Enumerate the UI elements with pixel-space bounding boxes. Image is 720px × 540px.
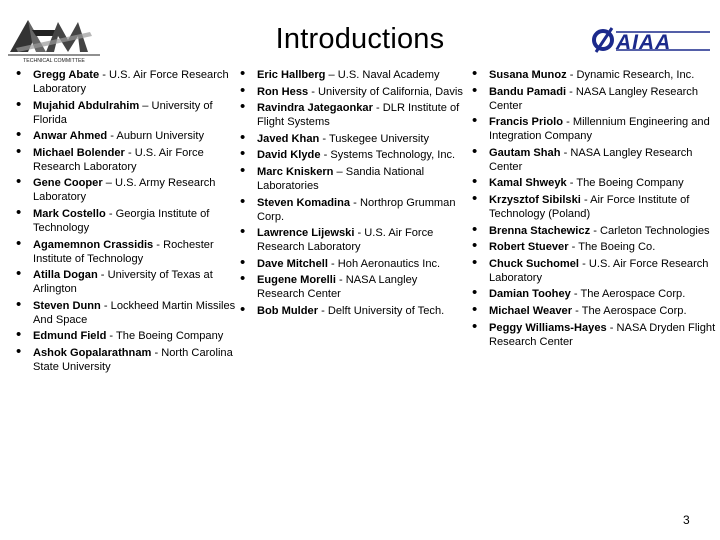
- attendee-affiliation: - U.S. Air Force Research Laboratory: [33, 69, 229, 95]
- bullet-icon: •: [472, 112, 478, 130]
- bullet-icon: •: [16, 173, 22, 191]
- attendee-name: Marc Kniskern: [257, 165, 334, 178]
- attendee-name: Francis Priolo: [489, 116, 563, 129]
- attendee-affiliation: – U.S. Naval Academy: [325, 69, 440, 81]
- attendee-column-1: [14, 65, 236, 377]
- attendee-affiliation: – University of Florida: [33, 99, 213, 126]
- logo-caption: TECHNICAL COMMITTEE: [23, 58, 85, 64]
- attendee-affiliation: - Air Force Institute of Technology (Poland): [489, 193, 690, 220]
- attendee-entry: [14, 342, 236, 374]
- attendee-affiliation: - Hoh Aeronautics Inc.: [327, 257, 441, 270]
- bullet-icon: •: [240, 253, 246, 271]
- aiaa-logo: [592, 22, 712, 58]
- attendee-affiliation: - Georgia Institute of Technology: [33, 207, 210, 234]
- attendee-entry: [470, 65, 716, 82]
- attendee-name: Steven Dunn: [33, 299, 101, 312]
- attendee-affiliation: - The Aerospace Corp.: [572, 304, 687, 317]
- attendee-affiliation: - Millennium Engineering and Integration Company: [489, 116, 710, 143]
- attendee-entry: [14, 173, 236, 204]
- attendee-entry: [14, 265, 236, 296]
- attendee-entry: [470, 189, 716, 221]
- attendee-entry: [238, 270, 466, 301]
- bullet-icon: •: [240, 81, 246, 99]
- attendee-name: Krzysztof Sibilski: [489, 193, 581, 206]
- attendee-entry: [14, 295, 236, 327]
- bullet-icon: •: [240, 145, 246, 163]
- attendee-name: David Klyde: [257, 149, 321, 162]
- attendee-entry: [470, 173, 716, 191]
- attendee-entry: [470, 300, 716, 318]
- attendee-entry: [14, 203, 236, 235]
- attendee-affiliation: - University of Texas at Arlington: [33, 269, 213, 296]
- attendee-entry: [470, 253, 716, 285]
- attendee-affiliation: – U.S. Army Research Laboratory: [33, 177, 216, 204]
- attendee-entry: [238, 223, 466, 254]
- bullet-icon: •: [240, 300, 246, 318]
- attendee-name: Peggy Williams-Hayes: [489, 321, 607, 334]
- attendee-affiliation: - Rochester Institute of Technology: [33, 238, 214, 265]
- bullet-icon: •: [472, 317, 478, 335]
- attendee-name: Bob Mulder: [257, 304, 319, 317]
- attendee-column-2: [238, 65, 466, 321]
- aiaa-logo-graphic: [592, 22, 712, 58]
- bullet-icon: •: [240, 192, 246, 210]
- attendee-entry: [14, 326, 236, 344]
- bullet-icon: •: [16, 326, 22, 344]
- attendee-entry: [470, 237, 716, 255]
- attendee-entry: [238, 98, 466, 129]
- attendee-name: Lawrence Lijewski: [257, 227, 355, 240]
- attendee-name: Chuck Suchomel: [489, 257, 580, 270]
- attendee-name: Robert Stuever: [489, 241, 569, 254]
- bullet-icon: •: [472, 284, 478, 302]
- attendee-entry: [238, 161, 466, 193]
- attendee-entry: [14, 234, 236, 266]
- attendee-name: Gautam Shah: [489, 146, 561, 159]
- bullet-icon: •: [472, 142, 478, 160]
- attendee-entry: [238, 65, 466, 82]
- attendee-name: Bandu Pamadi: [489, 85, 567, 98]
- attendee-entry: [238, 81, 466, 99]
- bullet-icon: •: [16, 295, 22, 313]
- attendee-affiliation: - Auburn University: [107, 130, 204, 143]
- attendee-affiliation: - NASA Langley Research Center: [257, 274, 418, 301]
- bullet-icon: •: [16, 65, 22, 82]
- aiaa-logo-text: AIAA: [616, 31, 672, 54]
- bullet-icon: •: [240, 270, 246, 288]
- attendee-affiliation: - NASA Dryden Flight Research Center: [489, 321, 716, 348]
- attendee-name: Dave Mitchell: [257, 257, 328, 270]
- attendee-affiliation: – Sandia National Laboratories: [257, 165, 425, 192]
- attendee-name: Atilla Dogan: [33, 269, 98, 282]
- attendee-affiliation: - Lockheed Martin Missiles And Space: [33, 299, 236, 326]
- attendee-name: Gene Cooper: [33, 177, 103, 190]
- attendee-name: Damian Toohey: [489, 288, 571, 301]
- attendee-name: Michael Weaver: [489, 304, 573, 317]
- attendee-name: Brenna Stachewicz: [489, 224, 591, 237]
- bullet-icon: •: [472, 237, 478, 255]
- attendee-name: Kamal Shweyk: [489, 177, 567, 190]
- attendee-entry: [238, 253, 466, 271]
- attendee-affiliation: - U.S. Air Force Research Laboratory: [489, 257, 709, 284]
- bullet-icon: •: [472, 220, 478, 238]
- attendee-column-3: [470, 65, 716, 351]
- attendee-entry: [470, 112, 716, 143]
- attendee-name: Gregg Abate: [33, 69, 100, 81]
- attendee-affiliation: - The Aerospace Corp.: [570, 288, 686, 301]
- attendee-affiliation: - North Carolina State University: [33, 346, 233, 373]
- bullet-icon: •: [472, 81, 478, 99]
- attendee-entry: [470, 142, 716, 174]
- attendee-affiliation: - Dynamic Research, Inc.: [566, 69, 695, 81]
- attendee-name: Susana Munoz: [489, 69, 567, 81]
- attendee-name: Eric Hallberg: [257, 69, 326, 81]
- bullet-icon: •: [16, 265, 22, 283]
- attendee-name: Mark Costello: [33, 207, 106, 220]
- attendee-affiliation: - Systems Technology, Inc.: [320, 149, 456, 162]
- attendee-name: Michael Bolender: [33, 146, 125, 159]
- attendee-entry: [238, 145, 466, 163]
- attendee-entry: [470, 317, 716, 349]
- attendee-affiliation: - Northrop Grumman Corp.: [257, 196, 456, 223]
- attendee-affiliation: - The Boeing Company: [566, 177, 684, 190]
- page-title: Introductions: [275, 23, 445, 55]
- attendee-affiliation: - Delft University of Tech.: [318, 304, 445, 317]
- bullet-icon: •: [240, 161, 246, 179]
- bullet-icon: •: [16, 234, 22, 252]
- attendee-name: Agamemnon Crassidis: [33, 238, 154, 251]
- bullet-icon: •: [16, 342, 22, 360]
- attendee-name: Steven Komadina: [257, 196, 351, 209]
- attendee-name: Mujahid Abdulrahim: [33, 99, 140, 112]
- bullet-icon: •: [472, 300, 478, 318]
- bullet-icon: •: [16, 95, 22, 113]
- attendee-affiliation: - NASA Langley Research Center: [489, 146, 693, 173]
- attendee-entry: [238, 300, 466, 318]
- attendee-affiliation: - U.S. Air Force Research Laboratory: [33, 146, 204, 173]
- bullet-icon: •: [240, 223, 246, 241]
- bullet-icon: •: [16, 203, 22, 221]
- bullet-icon: •: [240, 128, 246, 146]
- attendee-affiliation: - U.S. Air Force Research Laboratory: [257, 227, 434, 254]
- attendee-entry: [470, 220, 716, 238]
- bullet-icon: •: [472, 253, 478, 271]
- attendee-entry: [14, 95, 236, 127]
- attendee-affiliation: - Carleton Technologies: [590, 224, 710, 237]
- attendee-affiliation: - The Boeing Co.: [568, 241, 656, 254]
- attendee-affiliation: - The Boeing Company: [106, 330, 224, 343]
- attendee-affiliation: - Tuskegee University: [319, 132, 430, 145]
- attendee-entry: [14, 65, 236, 96]
- attendee-name: Ashok Gopalarathnam: [33, 346, 152, 359]
- bullet-icon: •: [472, 65, 478, 82]
- bullet-icon: •: [472, 173, 478, 191]
- attendee-entry: [14, 126, 236, 144]
- attendee-name: Ravindra Jategaonkar: [257, 102, 373, 115]
- bullet-icon: •: [240, 65, 246, 82]
- attendee-name: Javed Khan: [257, 132, 320, 145]
- attendee-entry: [238, 192, 466, 224]
- bullet-icon: •: [16, 126, 22, 144]
- attendee-name: Ron Hess: [257, 85, 309, 98]
- bullet-icon: •: [16, 142, 22, 160]
- attendee-affiliation: - NASA Langley Research Center: [489, 85, 699, 112]
- attendee-affiliation: - University of California, Davis: [308, 85, 463, 98]
- attendee-name: Eugene Morelli: [257, 274, 336, 287]
- page-number: 3: [683, 513, 690, 527]
- attendee-entry: [470, 284, 716, 302]
- bullet-icon: •: [472, 189, 478, 207]
- bullet-icon: •: [240, 98, 246, 116]
- attendee-affiliation: - DLR Institute of Flight Systems: [257, 102, 460, 129]
- attendee-entry: [238, 128, 466, 146]
- attendee-name: Anwar Ahmed: [33, 130, 108, 143]
- attendee-entry: [470, 81, 716, 113]
- attendee-name: Edmund Field: [33, 330, 107, 343]
- attendee-entry: [14, 142, 236, 174]
